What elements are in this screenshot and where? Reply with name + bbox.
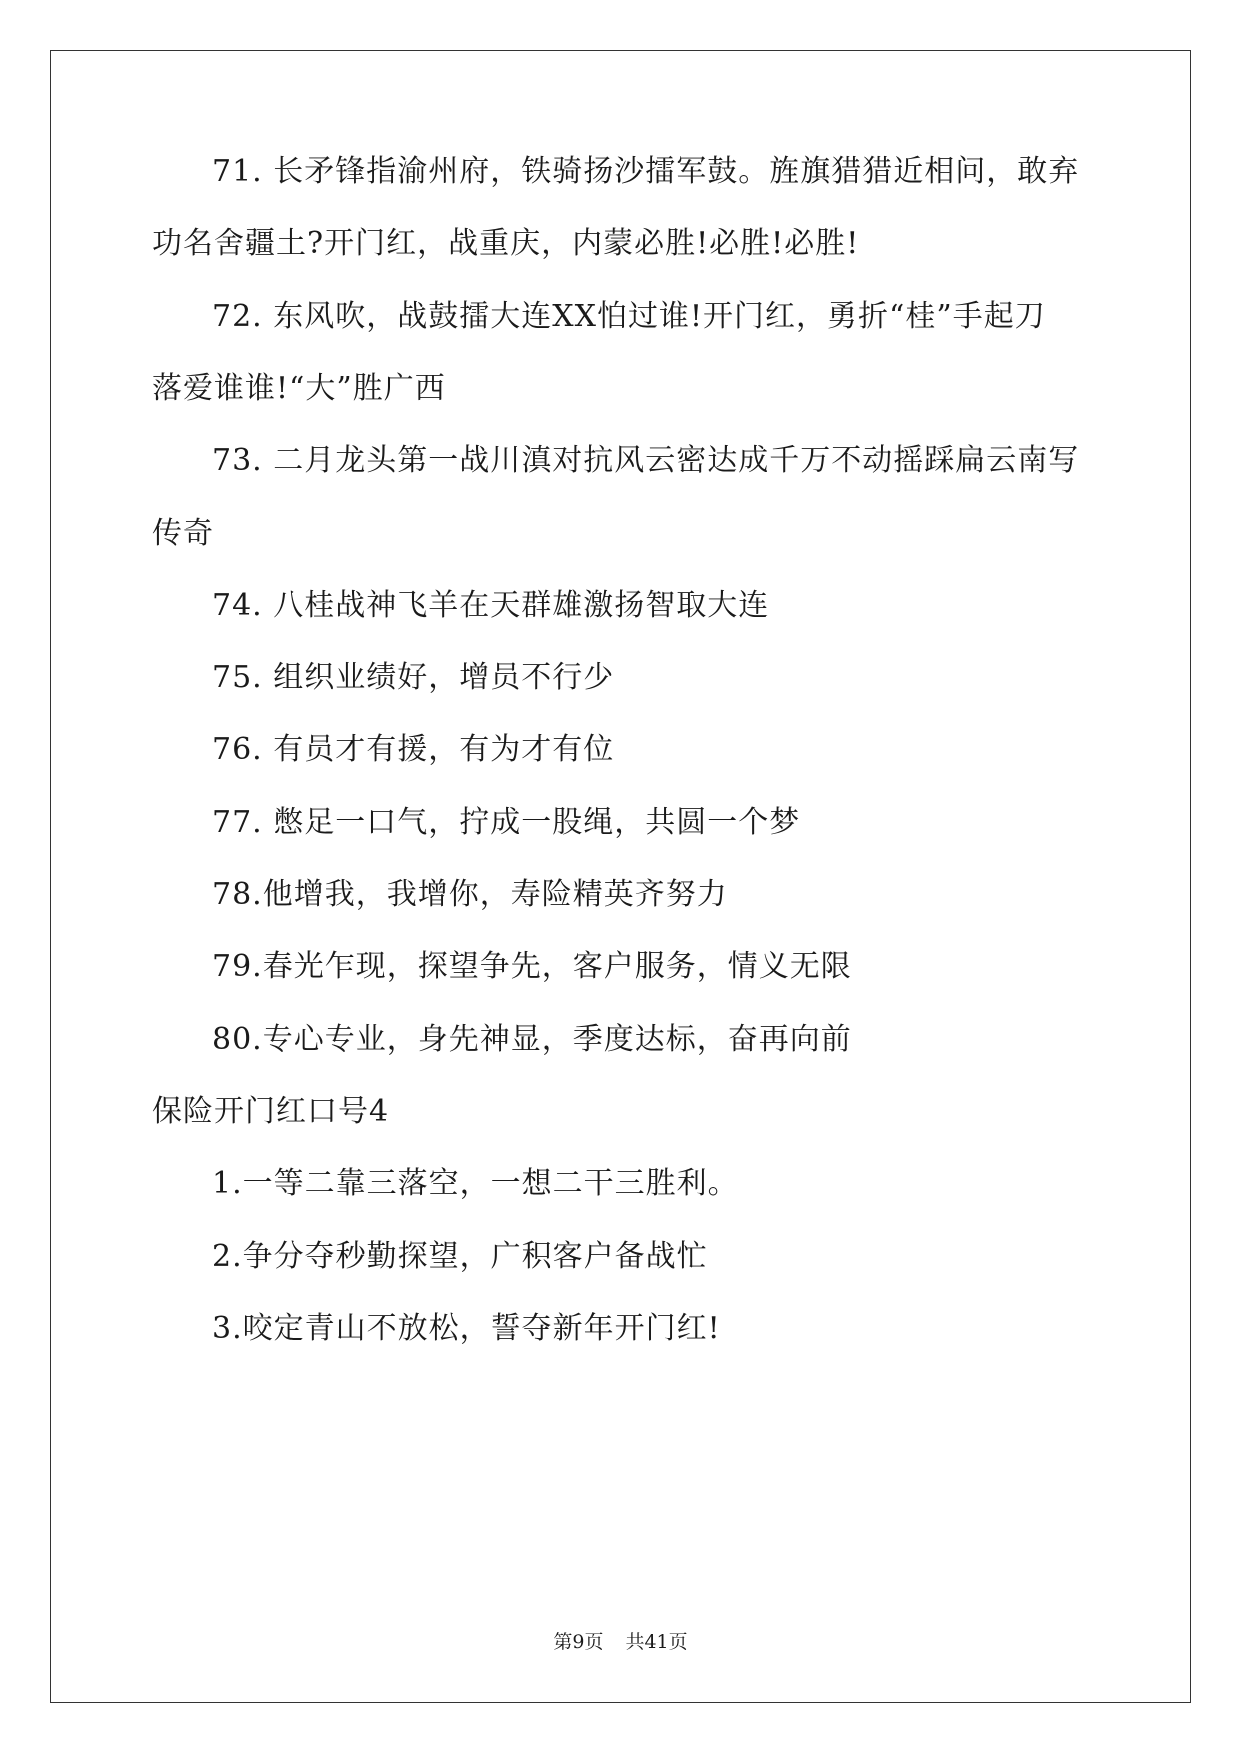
text-line: 77. 憋足一口气，拧成一股绳，共圆一个梦 [212,805,801,840]
text-line: 传奇 [152,516,214,551]
text-line: 71. 长矛锋指渝州府，铁骑扬沙擂军鼓。旌旗猎猎近相问，敢弃 [212,154,1080,189]
text-line: 3.咬定青山不放松，誓夺新年开门红! [212,1311,721,1346]
text-line: 落爱谁谁!“大”胜广西 [152,371,446,406]
text-line: 2.争分夺秒勤探望，广积客户备战忙 [212,1239,708,1274]
text-line: 75. 组织业绩好，增员不行少 [212,660,615,695]
page-number: 第9页 [553,1631,604,1653]
text-line: 73. 二月龙头第一战川滇对抗风云密达成千万不动摇踩扁云南写 [212,443,1080,478]
text-line: 72. 东风吹，战鼓擂大连XX怕过谁!开门红，勇折“桂”手起刀 [212,299,1046,334]
page-total: 共41页 [625,1631,688,1653]
text-line: 功名舍疆土?开门红，战重庆，内蒙必胜!必胜!必胜! [152,226,860,261]
text-line: 1.一等二靠三落空，一想二干三胜利。 [212,1166,739,1201]
text-line: 79.春光乍现，探望争先，客户服务，情义无限 [212,949,852,984]
text-line: 78.他增我，我增你，寿险精英齐努力 [212,877,728,912]
text-line: 74. 八桂战神飞羊在天群雄激扬智取大连 [212,588,770,623]
section-heading: 保险开门红口号4 [152,1094,390,1129]
text-line: 80.专心专业，身先神显，季度达标，奋再向前 [212,1022,852,1057]
page-footer [0,1630,1241,1654]
text-line: 76. 有员才有援，有为才有位 [212,732,615,767]
